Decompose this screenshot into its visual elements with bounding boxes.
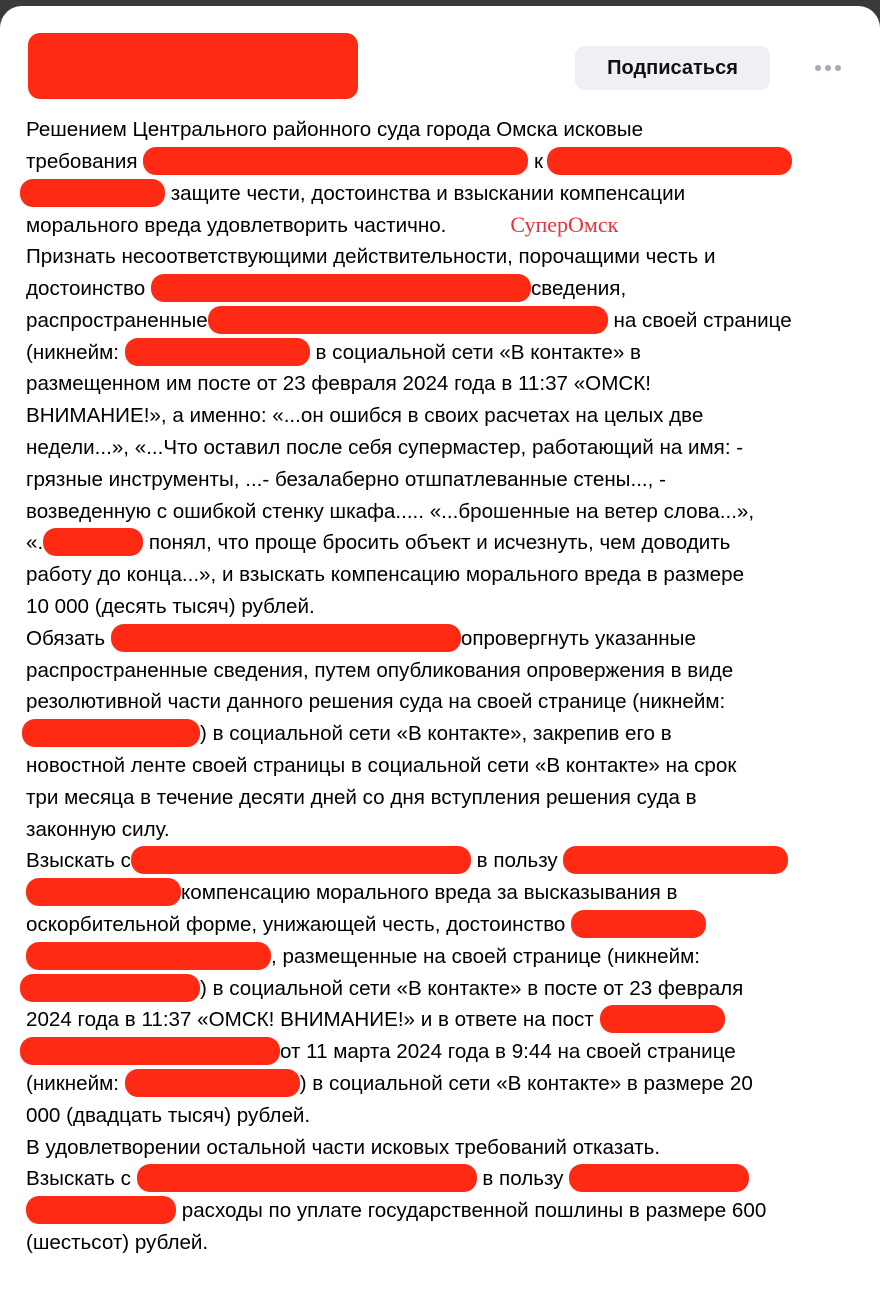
redacted-text	[131, 846, 471, 874]
text-line: Признать несоответствующими действительности, порочащими честь и	[26, 245, 716, 269]
redacted-text	[26, 942, 271, 970]
redacted-author-name	[28, 33, 358, 99]
redacted-text	[22, 719, 200, 747]
redacted-text	[600, 1005, 725, 1033]
redacted-text	[571, 910, 706, 938]
text-line: новостной ленте своей страницы в социальной сети «В контакте» на срок	[26, 753, 737, 777]
text-line: достоинство сведения,	[26, 273, 876, 305]
redacted-text	[208, 306, 608, 334]
text-line: от 11 марта 2024 года в 9:44 на своей странице	[26, 1036, 876, 1068]
text-line: распространенные сведения, путем опубликования опровержения в виде	[26, 658, 734, 682]
redacted-text	[20, 1037, 280, 1065]
redacted-text	[137, 1164, 477, 1192]
redacted-text	[26, 878, 181, 906]
text-line: три месяца в течение десяти дней со дня вступления решения суда в	[26, 785, 697, 809]
more-options-icon[interactable]	[808, 50, 848, 86]
text-line: 000 (двадцать тысяч) рублей.	[26, 1103, 311, 1127]
text-line: Решением Центрального районного суда города Омска исковые	[26, 118, 644, 141]
text-line: 10 000 (десять тысяч) рублей.	[26, 594, 315, 618]
text-line: Взыскать с в пользу	[26, 845, 876, 877]
text-line: законную силу.	[26, 817, 170, 841]
redacted-text	[111, 624, 461, 652]
watermark: СуперОмск	[510, 212, 619, 238]
text-line: Обязать опровергнуть указанные	[26, 623, 876, 655]
text-line: возведенную с ошибкой стенку шкафа..... «...брошенные на ветер слова...»,	[26, 499, 755, 523]
text-line: ВНИМАНИЕ!», а именно: «...он ошибся в своих расчетах на целых две	[26, 404, 704, 428]
text-line: ) в социальной сети «В контакте», закрепив его в	[26, 718, 876, 750]
text-line: распространенные на своей странице	[26, 305, 876, 337]
redacted-text	[563, 846, 788, 874]
redacted-text	[547, 147, 792, 175]
redacted-text	[151, 274, 531, 302]
text-line: резолютивной части данного решения суда на своей странице (никнейм:	[26, 690, 726, 714]
text-line: размещенном им посте от 23 февраля 2024 года в 11:37 «ОМСК!	[26, 372, 651, 396]
text-line: (шестьсот) рублей.	[26, 1230, 209, 1254]
text-line: защите чести, достоинства и взыскании компенсации	[26, 178, 876, 210]
redacted-text	[125, 1069, 300, 1097]
redacted-text	[569, 1164, 749, 1192]
redacted-text	[125, 338, 310, 366]
text-line: требования к	[26, 146, 876, 178]
text-line: расходы по уплате государственной пошлины в размере 600	[26, 1195, 876, 1227]
text-line: Взыскать с в пользу	[26, 1163, 876, 1195]
text-line: грязные инструменты, ...- безалаберно отшпатлеванные стены..., -	[26, 467, 666, 491]
text-line: (никнейм: ) в социальной сети «В контакте» в размере 20	[26, 1068, 876, 1100]
text-line: работу до конца...», и взыскать компенсацию морального вреда в размере	[26, 563, 745, 587]
text-line: компенсацию морального вреда за высказывания в	[26, 877, 876, 909]
redacted-text	[20, 179, 165, 207]
post-text	[26, 114, 876, 1259]
redacted-text	[143, 147, 528, 175]
text-line: морального вреда удовлетворить частично. СуперОмск	[26, 212, 619, 238]
text-line: ) в социальной сети «В контакте» в посте от 23 февраля	[26, 973, 876, 1005]
text-line: (никнейм: в социальной сети «В контакте» в	[26, 337, 876, 369]
text-line: «. понял, что проще бросить объект и исчезнуть, чем доводить	[26, 527, 876, 559]
subscribe-button[interactable]: Подписаться	[575, 46, 770, 90]
redacted-text	[26, 1196, 176, 1224]
redacted-text	[43, 528, 143, 556]
text-line: , размещенные на своей странице (никнейм:	[26, 941, 876, 973]
text-line: 2024 года в 11:37 «ОМСК! ВНИМАНИЕ!» и в ответе на пост	[26, 1004, 876, 1036]
text-line: недели...», «...Что оставил после себя супермастер, работающий на имя: -	[26, 435, 744, 459]
text-line: В удовлетворении остальной части исковых требований отказать.	[26, 1135, 661, 1159]
text-line: оскорбительной форме, унижающей честь, достоинство	[26, 909, 876, 941]
redacted-text	[20, 974, 200, 1002]
